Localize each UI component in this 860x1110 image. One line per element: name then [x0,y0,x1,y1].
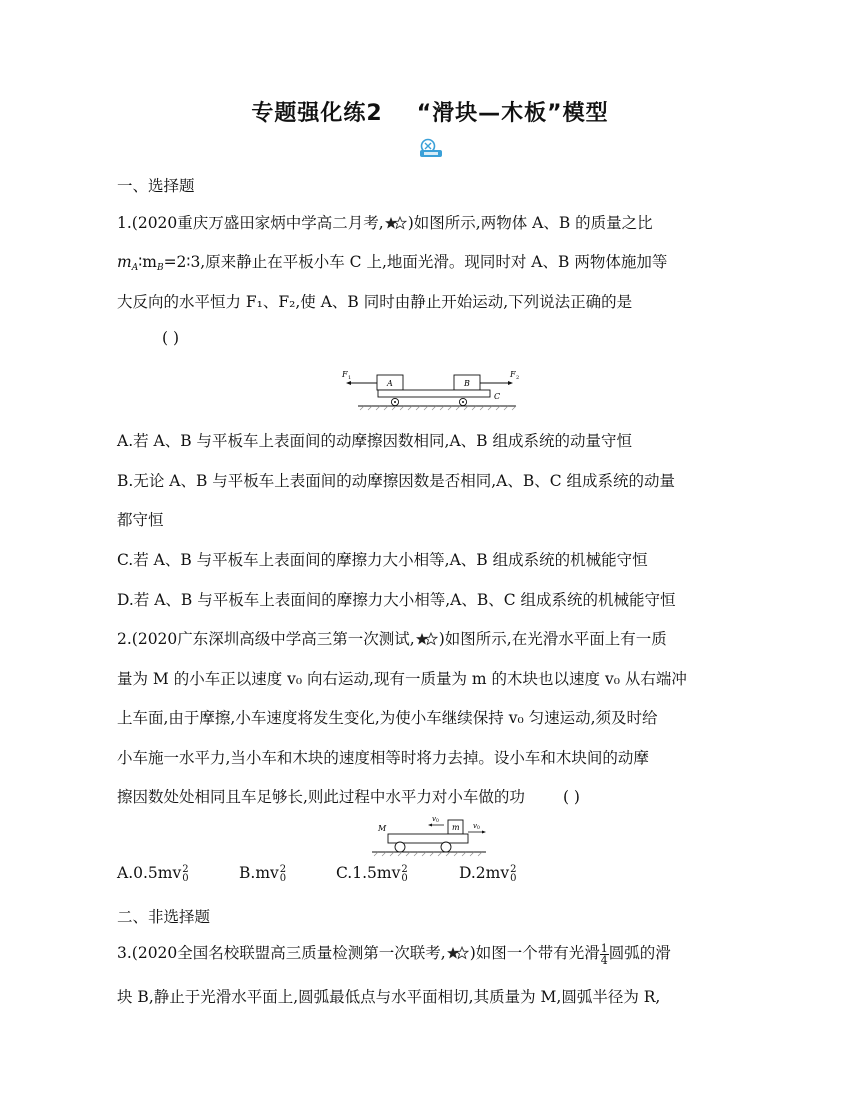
q1-line-3: 大反向的水平恒力 F₁、F₂,使 A、B 同时由静止开始运动,下列说法正确的是 [117,293,633,311]
mass-sub-b: B [156,263,164,273]
label-F1-sub: 1 [348,375,352,381]
quarter-fraction [600,943,609,966]
q2-line-5 [117,785,580,807]
q2-option-d-sup: 2 [510,864,517,875]
q2-line-4: 小车施一水平力,当小车和木块的速度相等时将力去掉。设小车和木块间的动摩 [117,749,649,767]
q3-stem-start: )如图一个带有光滑 [469,944,600,962]
ratio-sign: ∶m [138,253,157,271]
label-F1: F [342,370,348,379]
q2-option-c-sup: 2 [401,864,408,875]
q2-stem-end: 擦因数处处相同且车足够长,则此过程中水平力对小车做的功 [117,788,525,806]
q2-option-c [336,864,408,883]
q2-option-c-text: C.1.5mv [336,864,401,882]
q2-option-a-sup: 2 [182,864,189,875]
title-main: 专题强化练2 [251,101,383,126]
label-v0-cart-sub: 0 [477,826,480,831]
mass-sub-a: A [131,263,139,273]
q2-option-d [459,864,517,883]
q2-line-3: 上车面,由于摩擦,小车速度将发生变化,为使小车继续保持 v₀ 匀速运动,须及时给 [117,709,658,727]
label-v0-block-sub: 0 [436,819,439,824]
q1-option-a: A.若 A、B 与平板车上表面间的动摩擦因数相同,A、B 组成系统的动量守恒 [117,432,632,450]
video-lesson-icon[interactable] [419,138,443,158]
q2-option-c-sub: 0 [401,873,408,884]
label-v0-block: v [432,815,436,823]
title-topic: “滑块—木板”模型 [416,101,609,126]
q2-option-a-text: A.0.5mv [117,864,182,882]
q1-stem-start: )如图所示,两物体 A、B 的质量之比 [407,214,653,232]
q1-source: 1.(2020重庆万盛田家炳中学高二月考, [117,214,384,232]
q2-answer-paren: ( ) [562,788,580,806]
q1-stem-middle: =2∶3,原来静止在平板小车 C 上,地面光滑。现同时对 A、B 两物体施加等 [163,253,668,271]
label-cart-M: M [378,824,387,833]
q2-option-a [117,864,189,883]
label-block-A: A [387,379,393,388]
label-v0-cart: v [473,822,477,830]
fraction-numerator: 1 [600,941,608,955]
q2-option-d-sub: 0 [510,873,517,884]
q1-line-2 [117,250,667,273]
q2-option-b [239,864,286,883]
section-heading-choice: 一、选择题 [117,177,195,195]
q1-figure [338,364,528,412]
difficulty-star-icon [416,632,438,646]
label-cart-C: C [494,392,501,401]
label-block-B: B [464,379,470,388]
q1-option-c: C.若 A、B 与平板车上表面间的摩擦力大小相等,A、B 组成系统的机械能守恒 [117,551,648,569]
q3-stem-cont: 圆弧的滑 [608,944,671,962]
q1-option-b-line2: 都守恒 [117,511,164,529]
q2-line-1 [117,627,667,649]
q2-source: 2.(2020广东深圳高级中学高三第一次测试, [117,630,415,648]
q2-figure [368,812,488,858]
page-title [0,96,860,127]
label-block-m: m [452,823,460,832]
q2-stem-start: )如图所示,在光滑水平面上有一质 [438,630,667,648]
q2-option-b-text: B.mv [239,864,279,882]
difficulty-star-icon [385,216,407,230]
q2-line-2: 量为 M 的小车正以速度 v₀ 向右运动,现有一质量为 m 的木块也以速度 v₀ 从右端冲 [117,670,687,688]
q1-option-d: D.若 A、B 与平板车上表面间的摩擦力大小相等,A、B、C 组成系统的机械能守恒 [117,591,676,609]
mass-symbol: m [117,253,132,271]
q3-line-2: 块 B,静止于光滑水平面上,圆弧最低点与水平面相切,其质量为 M,圆弧半径为 R, [117,988,661,1006]
section-heading-nonchoice: 二、非选择题 [117,908,211,926]
label-F2: F [510,370,516,379]
q1-line-1 [117,211,653,233]
q2-option-b-sup: 2 [279,864,287,875]
fraction-denominator: 4 [600,953,608,967]
q3-line-1 [117,941,671,966]
q1-answer-paren: ( ) [162,329,180,347]
difficulty-star-icon [447,946,469,960]
label-F2-sub: 2 [516,375,520,381]
q3-source: 3.(2020全国名校联盟高三质量检测第一次联考, [117,944,446,962]
q2-option-d-text: D.2mv [459,864,510,882]
q2-option-a-sub: 0 [182,873,189,884]
q2-option-b-sub: 0 [279,873,287,884]
q1-option-b-line1: B.无论 A、B 与平板车上表面间的动摩擦因数是否相同,A、B、C 组成系统的动量 [117,472,676,490]
